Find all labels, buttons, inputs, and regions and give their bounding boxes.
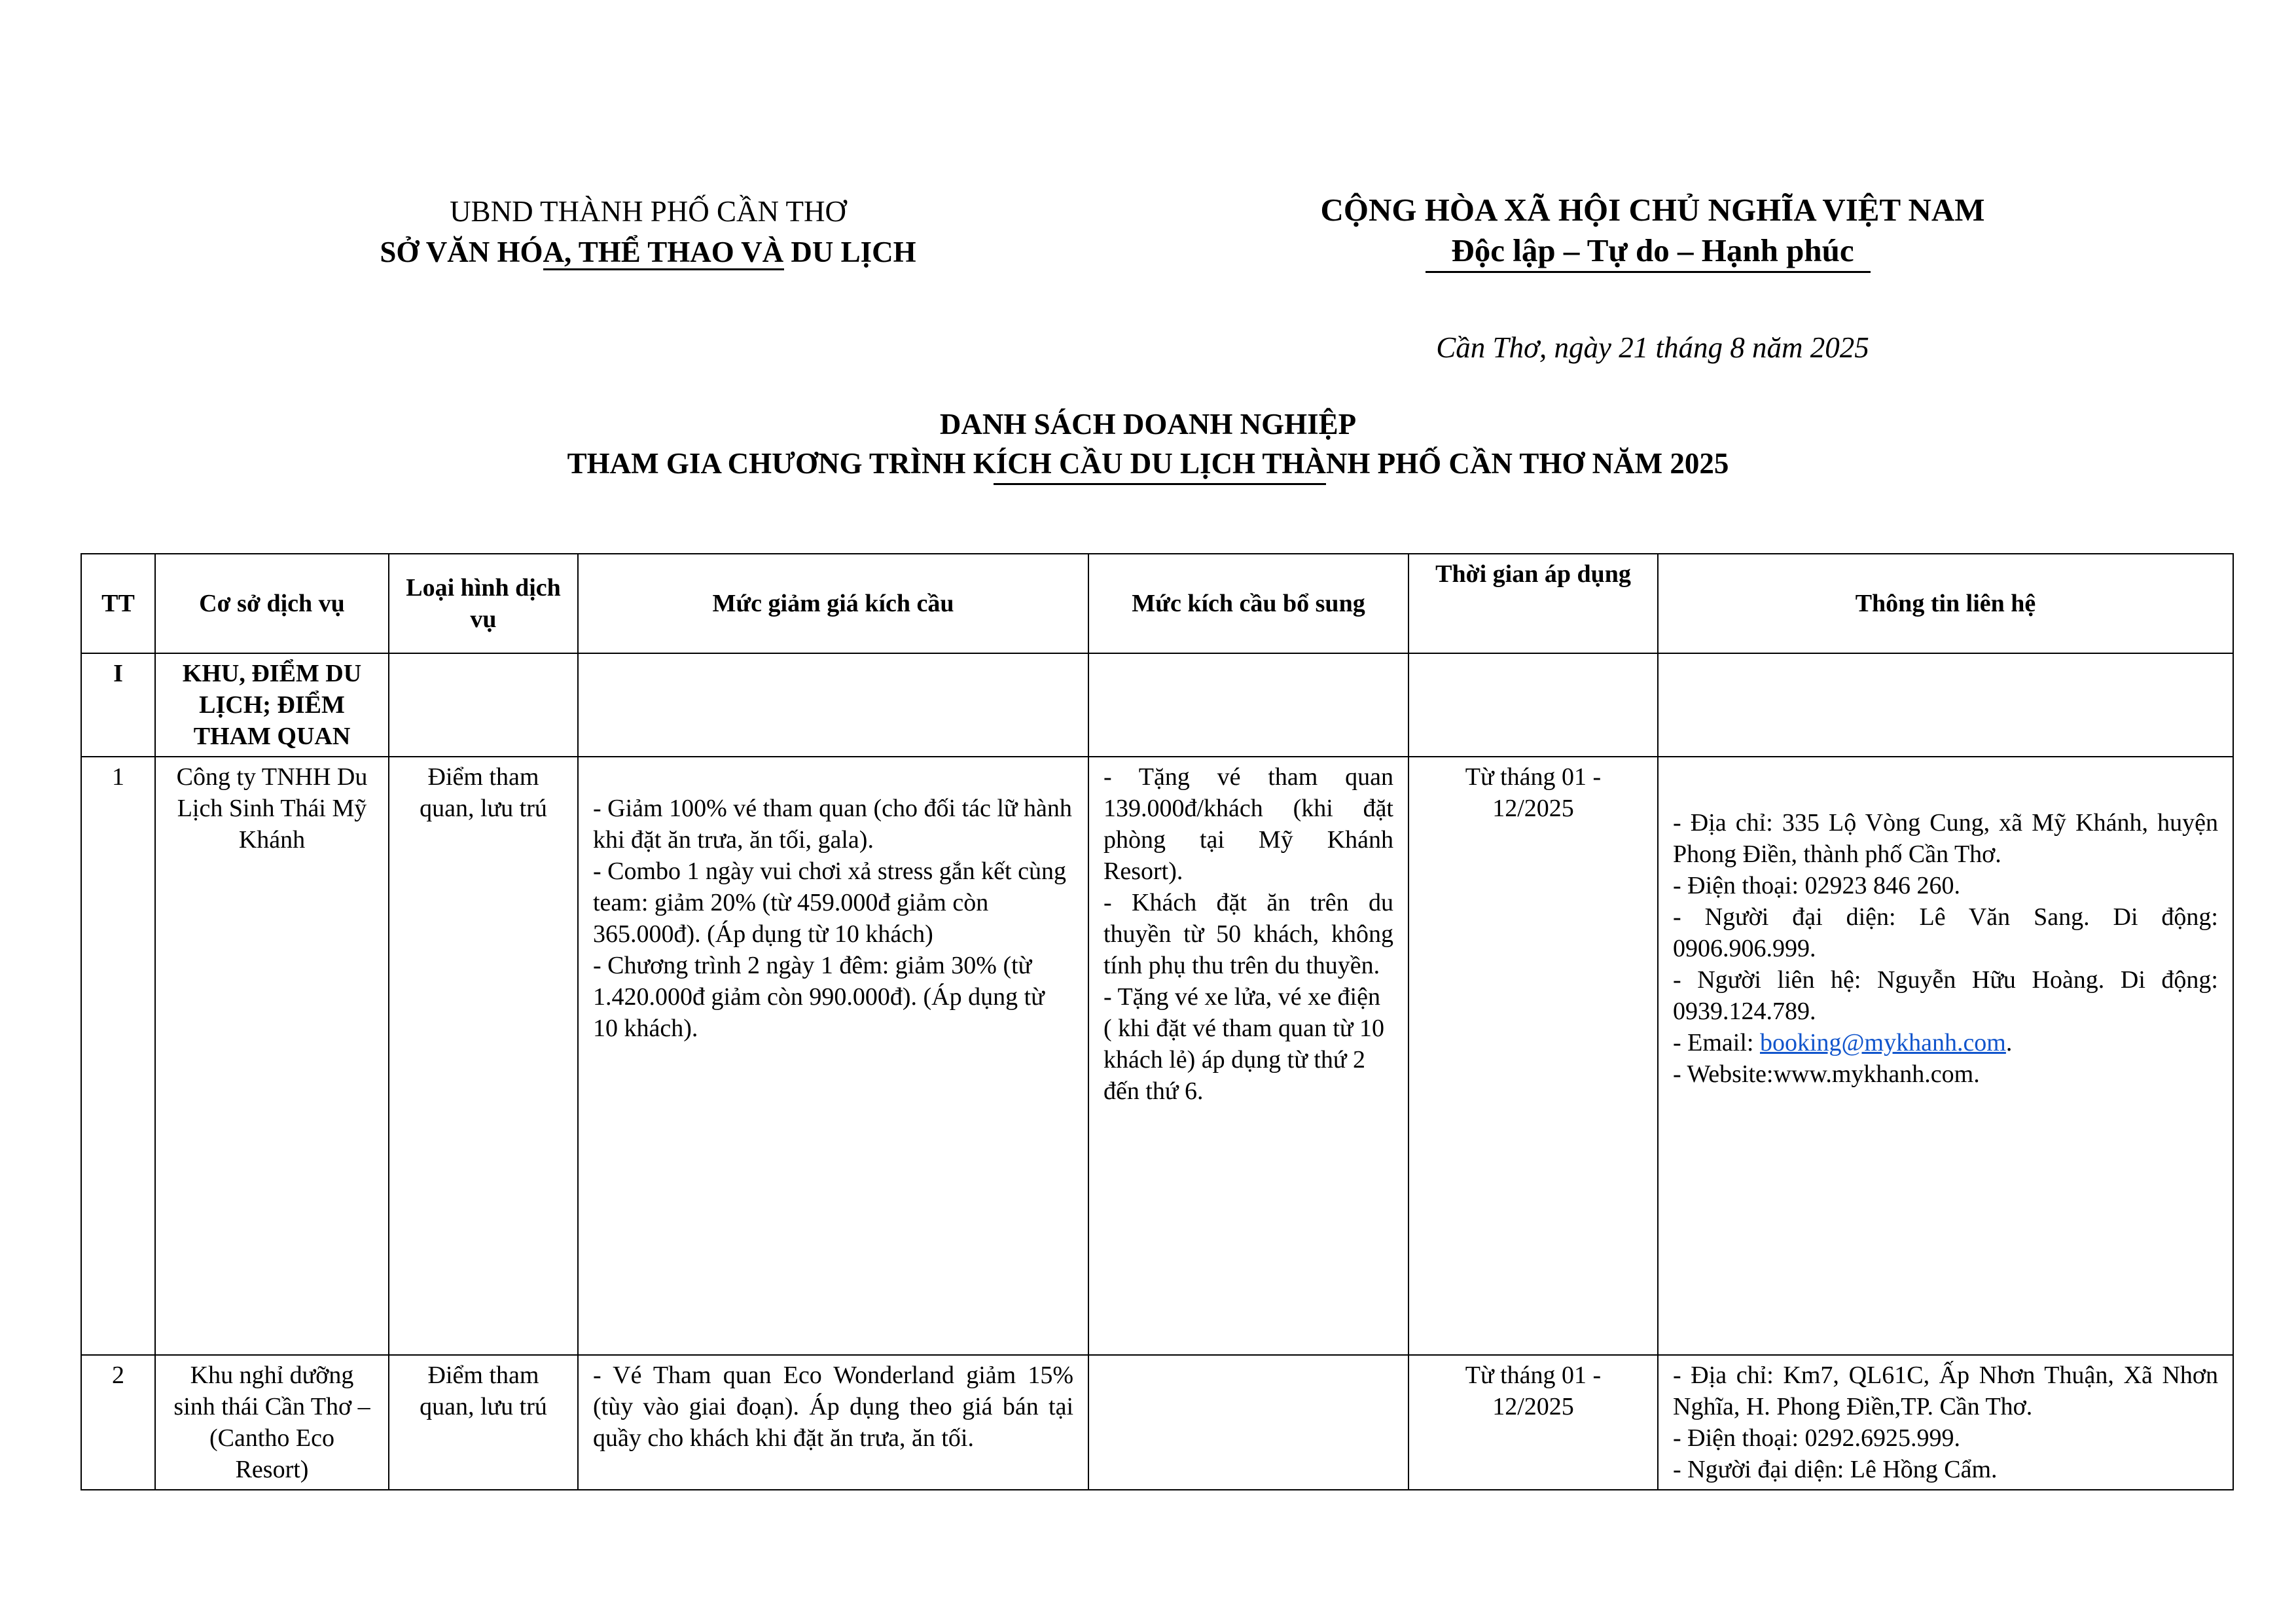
row-number: 2 <box>81 1355 155 1490</box>
email-link[interactable]: booking@mykhanh.com <box>1759 1029 2006 1056</box>
header-discount: Mức giảm giá kích cầu <box>578 554 1088 653</box>
header-facility: Cơ sở dịch vụ <box>155 554 389 653</box>
agency-name: SỞ VĂN HÓA, THỂ THAO VÀ DU LỊCH <box>380 236 916 268</box>
contact-phone: - Điện thoại: 0292.6925.999. <box>1673 1424 1961 1452</box>
service-type: Điểm tham quan, lưu trú <box>389 1355 578 1490</box>
header-contact: Thông tin liên hệ <box>1658 554 2233 653</box>
national-name: CỘNG HÒA XÃ HỘI CHỦ NGHĨA VIỆT NAM <box>1320 192 1985 228</box>
table-row <box>81 757 2233 1355</box>
row-number: 1 <box>81 757 155 1355</box>
section-empty-cell <box>1408 653 1658 757</box>
date-line: Cần Thơ, ngày 21 tháng 8 năm 2025 <box>1436 331 1869 364</box>
table-row <box>81 1355 2233 1490</box>
contact-address: - Địa chỉ: 335 Lộ Vòng Cung, xã Mỹ Khánh, huyện Phong Điền, thành phố Cần Thơ. <box>1673 809 2218 868</box>
section-empty-cell <box>1658 653 2233 757</box>
section-empty-cell <box>389 653 578 757</box>
extra-item: - Khách đặt ăn trên du thuyền từ 50 khách, không tính phụ thu trên du thuyền. <box>1103 889 1393 979</box>
table-header-row <box>81 554 2233 653</box>
title-line-1: DANH SÁCH DOANH NGHIỆP <box>939 408 1357 441</box>
document-title <box>196 405 2100 483</box>
facility-name: Khu nghỉ dưỡng sinh thái Cần Thơ – (Cantho Eco Resort) <box>155 1355 389 1490</box>
agency-parent: UBND THÀNH PHỐ CẦN THƠ <box>450 195 846 228</box>
discount-cell <box>578 1355 1088 1490</box>
national-header <box>1244 190 2062 271</box>
section-empty-cell <box>578 653 1088 757</box>
discount-item: - Giảm 100% vé tham quan (cho đối tác lữ hành khi đặt ăn trưa, ăn tối, gala). <box>593 795 1072 854</box>
contact-cell <box>1658 757 2233 1355</box>
discount-item: - Vé Tham quan Eco Wonderland giảm 15% (tùy vào giai đoạn). Áp dụng theo giá bán tại quầy cho khách khi đặt ăn trưa, ăn tối. <box>593 1362 1073 1452</box>
period: Từ tháng 01 - 12/2025 <box>1408 1355 1658 1490</box>
contact-email <box>1673 1027 2218 1058</box>
extra-item: - Tặng vé xe lửa, vé xe điện ( khi đặt vé tham quan từ 10 khách lẻ) áp dụng từ thứ 2 đến thứ 6. <box>1103 983 1385 1105</box>
header-tt: TT <box>81 554 155 653</box>
service-type: Điểm tham quan, lưu trú <box>389 757 578 1355</box>
section-row <box>81 653 2233 757</box>
section-empty-cell <box>1088 653 1408 757</box>
contact-phone: - Điện thoại: 02923 846 260. <box>1673 872 1961 899</box>
business-table <box>81 553 2234 1490</box>
section-number: I <box>81 653 155 757</box>
discount-cell <box>578 757 1088 1355</box>
agency-underline <box>543 268 784 270</box>
discount-item: - Combo 1 ngày vui chơi xả stress gắn kết cùng team: giảm 20% (từ 459.000đ giảm còn 365.000đ). (Áp dụng từ 10 khách) <box>593 857 1066 948</box>
agency-header <box>288 191 1008 272</box>
contact-representative: - Người đại diện: Lê Văn Sang. Di động: 0906.906.999. <box>1673 903 2218 962</box>
motto-underline <box>1426 271 1871 273</box>
extra-cell <box>1088 757 1408 1355</box>
discount-item: - Chương trình 2 ngày 1 đêm: giảm 30% (từ 1.420.000đ giảm còn 990.000đ). (Áp dụng từ 10 khách). <box>593 952 1045 1042</box>
contact-cell <box>1658 1355 2233 1490</box>
header-period: Thời gian áp dụng <box>1408 554 1658 653</box>
header-extra: Mức kích cầu bổ sung <box>1088 554 1408 653</box>
extra-item: - Tặng vé tham quan 139.000đ/khách (khi đặt phòng tại Mỹ Khánh Resort). <box>1103 763 1393 885</box>
contact-person: - Người liên hệ: Nguyễn Hữu Hoàng. Di động: 0939.124.789. <box>1673 966 2218 1025</box>
national-motto: Độc lập – Tự do – Hạnh phúc <box>1451 232 1854 268</box>
extra-cell <box>1088 1355 1408 1490</box>
title-underline <box>994 483 1326 485</box>
title-line-2: THAM GIA CHƯƠNG TRÌNH KÍCH CẦU DU LỊCH THÀNH PHỐ CẦN THƠ NĂM 2025 <box>567 447 1729 480</box>
section-name: KHU, ĐIỂM DU LỊCH; ĐIỂM THAM QUAN <box>155 653 389 757</box>
contact-address: - Địa chỉ: Km7, QL61C, Ấp Nhơn Thuận, Xã Nhơn Nghĩa, H. Phong Điền,TP. Cần Thơ. <box>1673 1362 2218 1420</box>
contact-website: - Website:www.mykhanh.com. <box>1673 1060 1980 1088</box>
contact-representative: - Người đại diện: Lê Hồng Cẩm. <box>1673 1456 1998 1483</box>
header-service-type: Loại hình dịch vụ <box>389 554 578 653</box>
email-suffix: . <box>2005 1029 2013 1056</box>
email-label: - Email: <box>1673 1029 1760 1056</box>
facility-name: Công ty TNHH Du Lịch Sinh Thái Mỹ Khánh <box>155 757 389 1355</box>
period: Từ tháng 01 - 12/2025 <box>1408 757 1658 1355</box>
